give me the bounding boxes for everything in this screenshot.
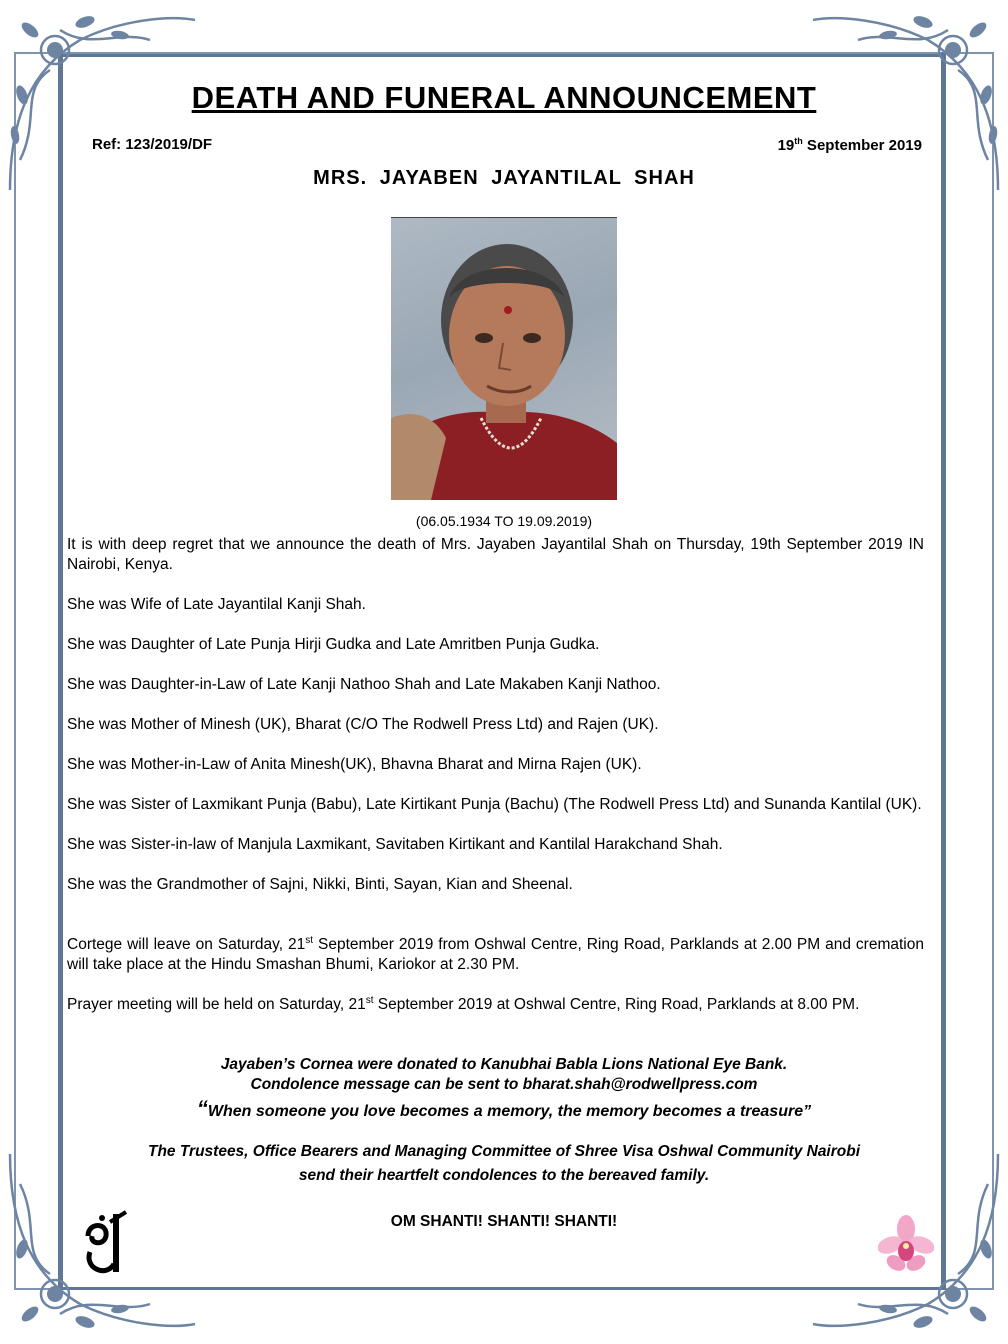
paragraph: She was the Grandmother of Sajni, Nikki, Binti, Sayan, Kian and Sheenal. [67,876,573,893]
portrait-illustration [391,218,617,500]
paragraph: It is with deep regret that we announce the death of Mrs. Jayaben Jayantilal Shah on Thursday, 19th September 2019 IN Nairobi, Kenya. [67,536,924,573]
life-dates: (06.05.1934 TO 19.09.2019) [415,513,593,529]
deceased-name: MRS. JAYABEN JAYANTILAL SHAH [313,167,695,189]
trustees-line-2: send their heartfelt condolences to the bereaved family. [298,1167,710,1184]
paragraph: She was Sister of Laxmikant Punja (Babu), Late Kirtikant Punja (Bachu) (The Rodwell Press Ltd) and Sunanda Kantilal (UK). [67,796,922,813]
paragraph: She was Daughter of Late Punja Hirji Gudka and Late Amritben Punja Gudka. [67,636,600,653]
announcement-date: 19th September 2019 [777,136,922,154]
memorial-quote: “When someone you love becomes a memory, the memory becomes a treasure” [196,1096,812,1121]
paragraph: She was Daughter-in-Law of Late Kanji Nathoo Shah and Late Makaben Kanji Nathoo. [67,676,661,693]
closing-prayer: OM SHANTI! SHANTI! SHANTI! [390,1213,618,1230]
paragraph: She was Mother of Minesh (UK), Bharat (C/O The Rodwell Press Ltd) and Rajen (UK). [67,716,659,733]
cortege-paragraph: Cortege will leave on Saturday, 21st September 2019 from Oshwal Centre, Ring Road, Parklands at 2.00 PM and cremation will take place at the Hindu Smashan Bhumi, Kariokor at 2.30 PM. [67,934,924,973]
trustees-line-1: The Trustees, Office Bearers and Managing Committee of Shree Visa Oshwal Community Nairobi [147,1143,861,1160]
prayer-paragraph: Prayer meeting will be held on Saturday, 21st September 2019 at Oshwal Centre, Ring Road, Parklands at 8.00 PM. [67,994,860,1013]
announcement-title: DEATH AND FUNERAL ANNOUNCEMENT [191,80,817,115]
paragraph: She was Mother-in-Law of Anita Minesh(UK), Bhavna Bharat and Mirna Rajen (UK). [67,756,642,773]
portrait-photo [391,217,617,500]
orchid-flower-icon [878,1215,934,1279]
paragraph: She was Sister-in-law of Manjula Laxmikant, Savitaben Kirtikant and Kantilal Harakchand Shah. [67,836,723,853]
cornea-note: Jayaben’s Cornea were donated to Kanubhai Babla Lions National Eye Bank. [220,1056,788,1073]
reference-number: Ref: 123/2019/DF [92,136,213,153]
paragraph: She was Wife of Late Jayantilal Kanji Shah. [67,596,366,613]
announcement-body [67,535,924,1035]
jain-symbol-icon [80,1208,132,1284]
condolence-note: Condolence message can be sent to bharat.shah@rodwellpress.com [250,1076,758,1093]
